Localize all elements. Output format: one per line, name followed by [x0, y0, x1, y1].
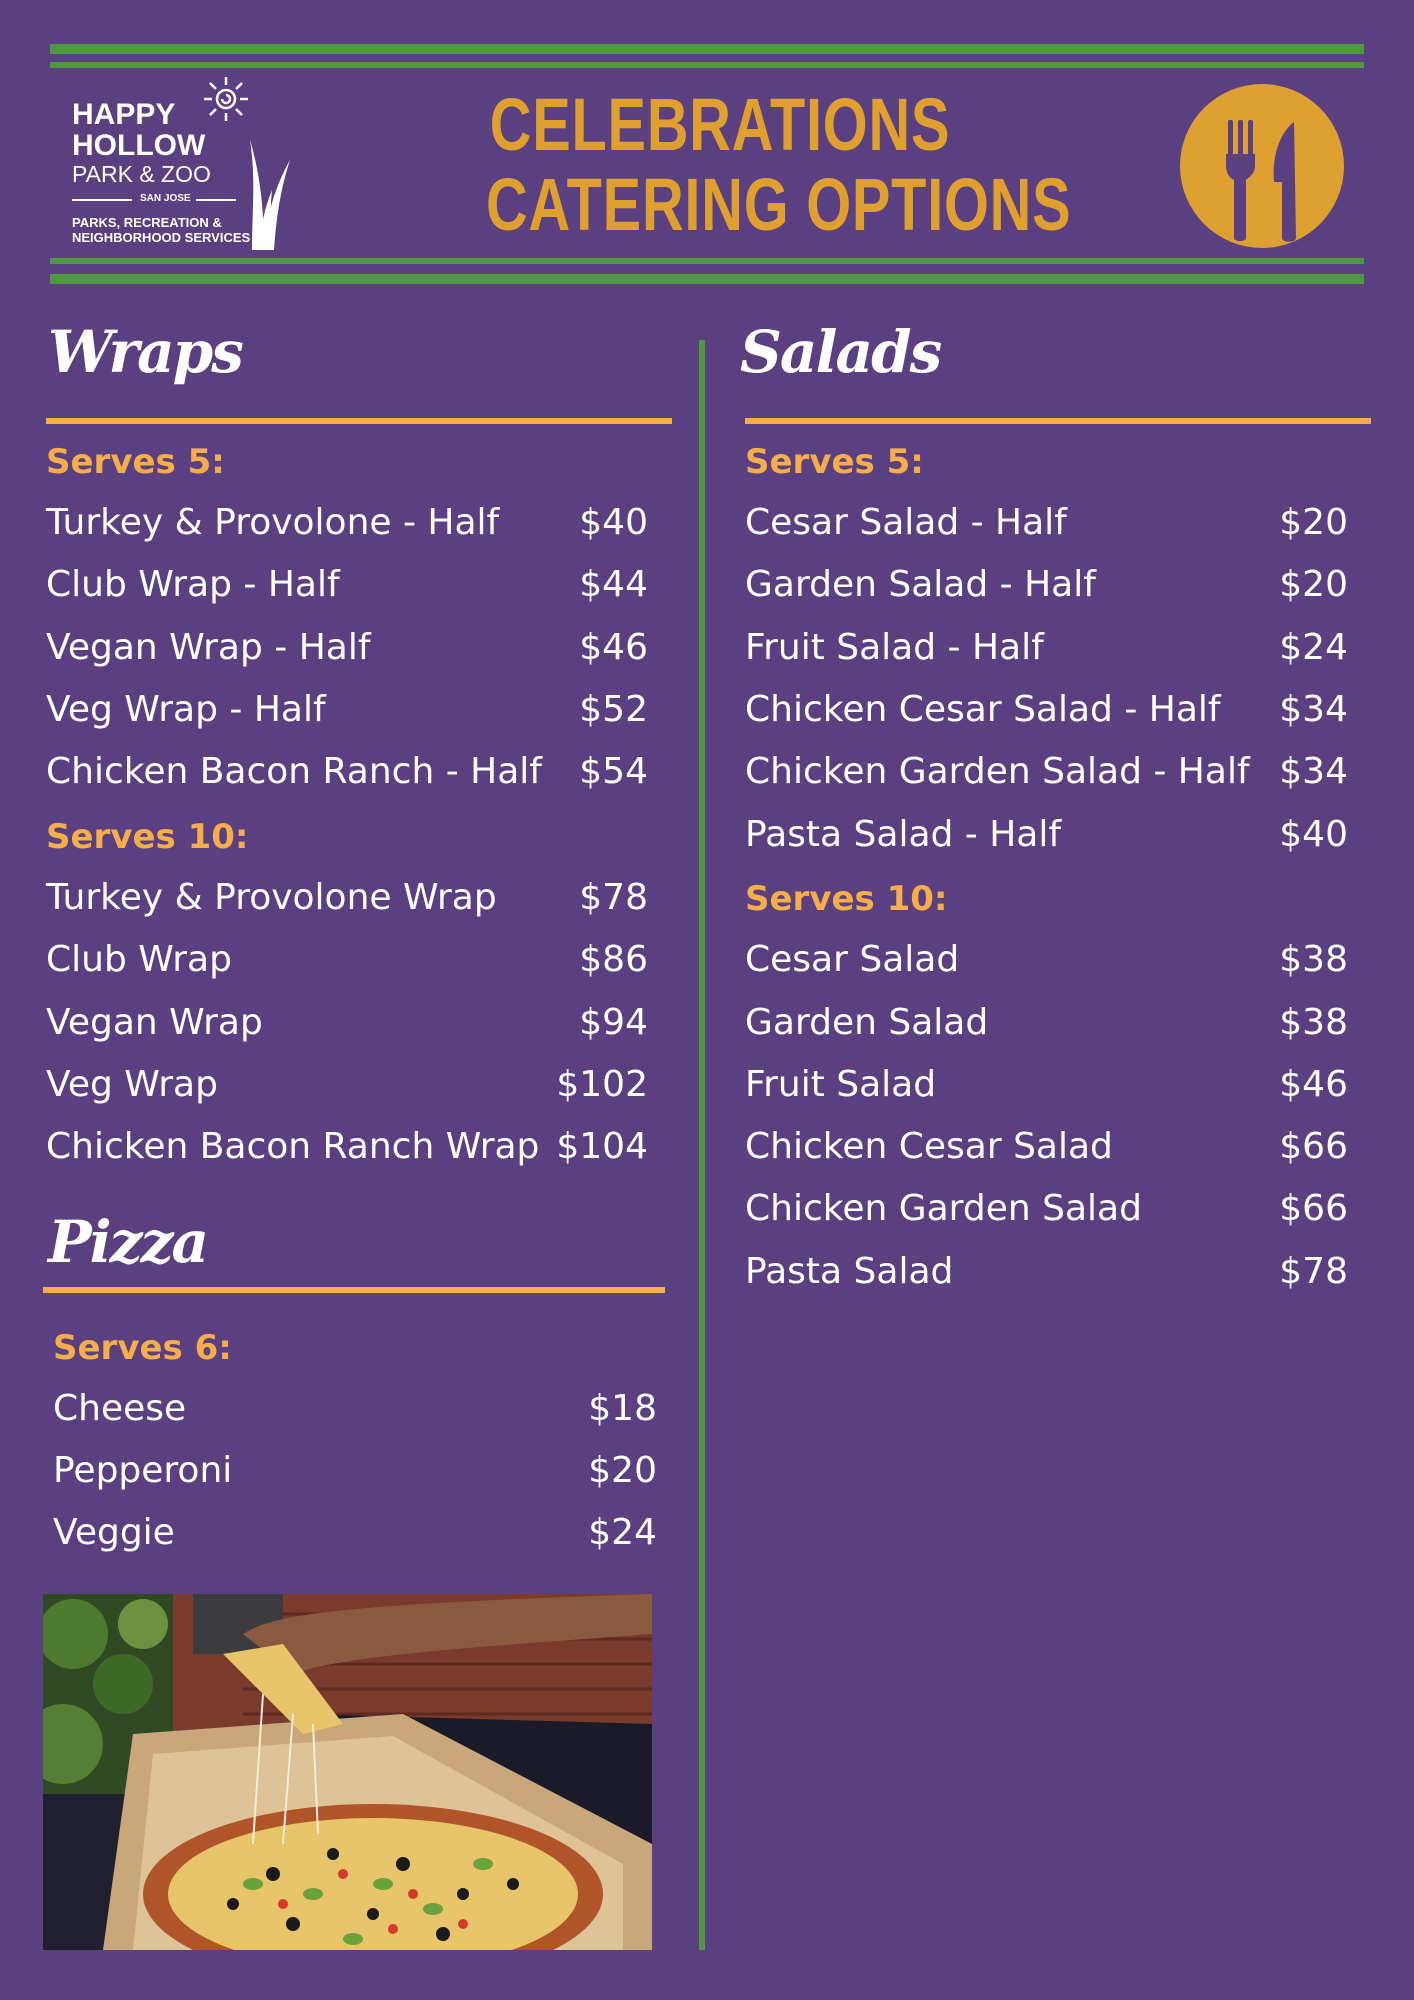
wraps-serves-10-label: Serves 10:: [46, 817, 249, 857]
wraps-serves-5-label: Serves 5:: [46, 442, 225, 482]
wrap-item-name: Turkey & Provolone Wrap: [46, 877, 497, 918]
wrap-item-price: $52: [579, 689, 648, 730]
wrap-item-price: $78: [579, 877, 648, 918]
pizza-image: [43, 1594, 652, 1950]
logo-rule-right: [196, 199, 236, 201]
header-bottom-rule-1: [50, 258, 1364, 264]
logo-dept-2: NEIGHBORHOOD SERVICES: [72, 230, 251, 245]
column-divider: [699, 340, 705, 1950]
wrap-item-price: $104: [556, 1126, 648, 1167]
salad-item-name: Chicken Garden Salad - Half: [745, 751, 1250, 792]
salad-item-price: $78: [1279, 1251, 1348, 1292]
wrap-item-price: $86: [579, 939, 648, 980]
salad-item-name: Fruit Salad: [745, 1064, 937, 1105]
salad-item-price: $66: [1279, 1188, 1348, 1229]
section-title-salads: Salads: [740, 318, 941, 386]
wrap-item-price: $54: [579, 751, 648, 792]
logo-hollow: HOLLOW: [72, 129, 206, 162]
salad-item-name: Chicken Cesar Salad: [745, 1126, 1113, 1167]
title-line-2: CATERING OPTIONS: [486, 163, 1072, 246]
salad-item-price: $34: [1279, 751, 1348, 792]
logo-rule-left: [72, 199, 132, 201]
plate-badge: [1180, 84, 1344, 248]
salad-item-price: $40: [1279, 814, 1348, 855]
wrap-item-price: $102: [556, 1064, 648, 1105]
wrap-item-name: Turkey & Provolone - Half: [46, 502, 500, 543]
wraps-underline: [46, 418, 672, 424]
pizza-item-price: $18: [588, 1388, 657, 1429]
salad-item-price: $38: [1279, 1002, 1348, 1043]
pizza-item-price: $24: [588, 1512, 657, 1553]
fork-knife-icon: [1224, 120, 1304, 244]
salad-item-price: $20: [1279, 502, 1348, 543]
salads-serves-10-label: Serves 10:: [745, 879, 948, 919]
salads-underline: [745, 418, 1371, 424]
logo-happy: HAPPY: [72, 98, 176, 131]
wrap-item-name: Chicken Bacon Ranch - Half: [46, 751, 542, 792]
wrap-item-price: $44: [579, 564, 648, 605]
pizza-photo: [43, 1594, 652, 1950]
salads-serves-5-label: Serves 5:: [745, 442, 924, 482]
salad-item-name: Pasta Salad: [745, 1251, 954, 1292]
wrap-item-name: Vegan Wrap - Half: [46, 627, 371, 668]
salad-item-name: Chicken Garden Salad: [745, 1188, 1142, 1229]
salad-item-price: $20: [1279, 564, 1348, 605]
pizza-underline: [43, 1287, 665, 1293]
wrap-item-price: $46: [579, 627, 648, 668]
wrap-item-name: Club Wrap - Half: [46, 564, 340, 605]
pizza-serves-6-label: Serves 6:: [53, 1328, 232, 1368]
wrap-item-price: $40: [579, 502, 648, 543]
pizza-item-name: Cheese: [53, 1388, 187, 1429]
salad-item-price: $46: [1279, 1064, 1348, 1105]
salad-item-name: Garden Salad: [745, 1002, 989, 1043]
salad-item-name: Cesar Salad: [745, 939, 960, 980]
salad-item-name: Chicken Cesar Salad - Half: [745, 689, 1221, 730]
sun-icon: [202, 75, 250, 123]
wrap-item-name: Chicken Bacon Ranch Wrap: [46, 1126, 540, 1167]
pizza-item-price: $20: [588, 1450, 657, 1491]
salad-item-price: $66: [1279, 1126, 1348, 1167]
salad-item-name: Fruit Salad - Half: [745, 627, 1044, 668]
logo-city: SAN JOSE: [140, 193, 191, 204]
wrap-item-name: Vegan Wrap: [46, 1002, 263, 1043]
logo-park-zoo: PARK & ZOO: [72, 161, 211, 187]
happy-hollow-logo: [70, 75, 290, 250]
title-line-1: CELEBRATIONS: [489, 83, 951, 166]
header-bottom-rule-2: [50, 274, 1364, 284]
wrap-item-price: $94: [579, 1002, 648, 1043]
salad-item-name: Pasta Salad - Half: [745, 814, 1062, 855]
header-top-rule-1: [50, 44, 1364, 54]
wrap-item-name: Veg Wrap - Half: [46, 689, 326, 730]
salad-item-name: Garden Salad - Half: [745, 564, 1096, 605]
wrap-item-name: Club Wrap: [46, 939, 232, 980]
salad-item-price: $38: [1279, 939, 1348, 980]
pizza-item-name: Veggie: [53, 1512, 175, 1553]
header-top-rule-2: [50, 62, 1364, 68]
salad-item-price: $34: [1279, 689, 1348, 730]
wrap-item-name: Veg Wrap: [46, 1064, 218, 1105]
salad-item-name: Cesar Salad - Half: [745, 502, 1067, 543]
logo-dept-1: PARKS, RECREATION &: [72, 215, 222, 230]
salad-item-price: $24: [1279, 627, 1348, 668]
pizza-item-name: Pepperoni: [53, 1450, 233, 1491]
section-title-wraps: Wraps: [48, 318, 242, 386]
section-title-pizza: Pizza: [48, 1208, 208, 1276]
